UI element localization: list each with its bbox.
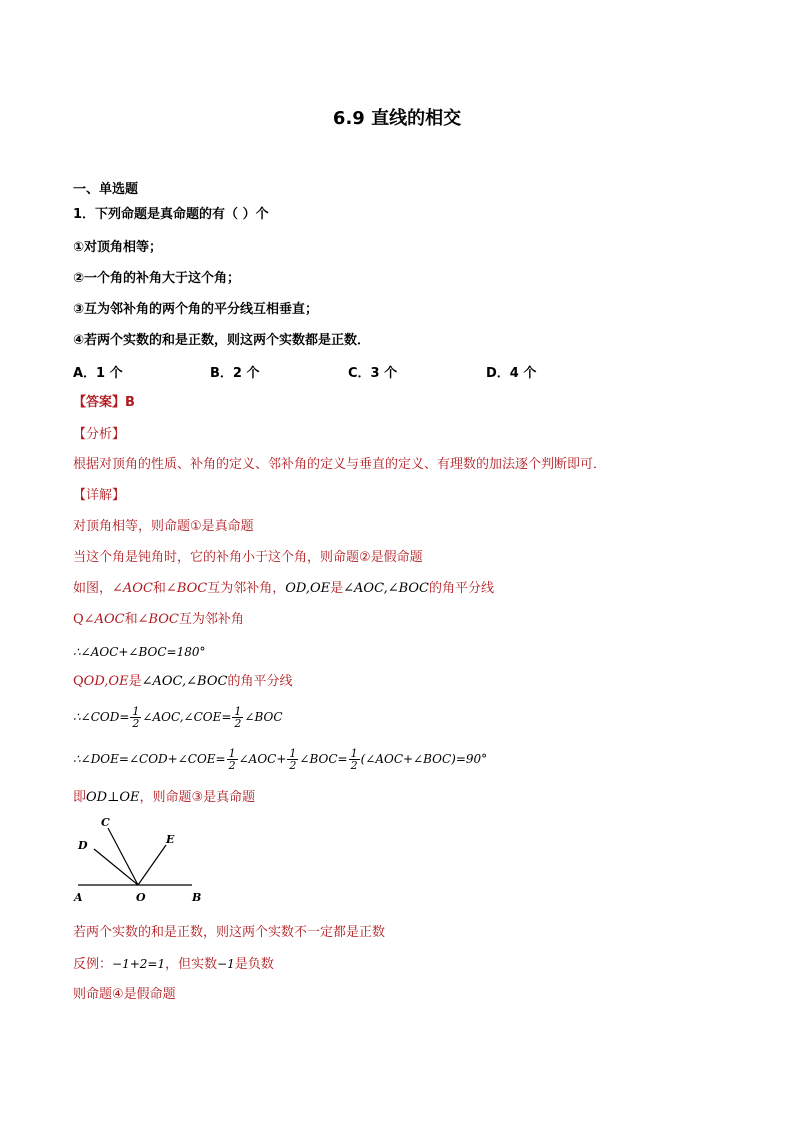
math: OD⊥OE — [86, 790, 140, 805]
math: ∠BOC= — [299, 752, 348, 766]
label-o: O — [136, 891, 146, 904]
text: 互为邻补角， — [207, 581, 286, 596]
denominator: 2 — [132, 717, 140, 730]
text: Q — [73, 674, 84, 689]
text: 是负数 — [234, 957, 274, 972]
text: ，但实数 — [165, 957, 218, 972]
statement-3: ③互为邻补角的两个角的平分线互相垂直； — [73, 302, 319, 317]
answer-label: 【答案】 — [73, 395, 126, 410]
math: ∠BOC — [137, 612, 179, 627]
detail-label: 【详解】 — [73, 488, 126, 503]
math: ∴∠COD= — [73, 710, 130, 724]
text: 是 — [128, 674, 142, 689]
math: ∠AOC — [83, 612, 125, 627]
numerator: 1 — [289, 747, 297, 760]
denominator: 2 — [289, 759, 297, 772]
text: 的角平分线 — [429, 581, 495, 596]
statement-1: ①对顶角相等； — [73, 240, 163, 255]
statement-2: ②一个角的补角大于这个角； — [73, 271, 241, 286]
detail-line-3 — [73, 580, 494, 598]
option-b: B．2 个 — [210, 366, 260, 381]
numerator: 1 — [234, 705, 242, 718]
answer-line — [73, 394, 135, 412]
label-e: E — [166, 833, 175, 846]
math: ∠BOC — [244, 710, 283, 724]
ray-oc — [108, 828, 138, 885]
text: 和 — [124, 612, 138, 627]
math: OD,OE — [285, 581, 331, 596]
text: 反例： — [73, 957, 113, 972]
math: ∠BOC — [165, 581, 208, 596]
math: ∠AOC,∠BOC — [141, 674, 228, 689]
label-d: D — [78, 839, 88, 852]
fraction — [130, 706, 141, 729]
detail-line-4 — [73, 611, 244, 629]
detail-line-5: ∴∠AOC+∠BOC=180° — [73, 645, 206, 659]
text: Q — [73, 612, 84, 627]
math: −1+2=1 — [112, 957, 166, 971]
option-a: A．1 个 — [73, 366, 123, 381]
text: 如图， — [73, 581, 113, 596]
option-c: C．3 个 — [348, 366, 398, 381]
text: 互为邻补角 — [178, 612, 244, 627]
ray-od — [94, 849, 138, 885]
math: (∠AOC+∠BOC)=90° — [360, 752, 488, 766]
detail-line-10: 若两个实数的和是正数，则这两个实数不一定都是正数 — [73, 925, 386, 940]
label-b: B — [192, 891, 202, 904]
fraction — [349, 748, 360, 771]
question-stem: 1．下列命题是真命题的有（ ）个 — [73, 207, 269, 222]
label-a: A — [74, 891, 83, 904]
math: −1 — [217, 957, 235, 971]
denominator: 2 — [350, 759, 358, 772]
math: ∠AOC+ — [238, 752, 287, 766]
detail-line-8 — [73, 746, 487, 772]
math: ∠AOC,∠COE= — [142, 710, 232, 724]
option-d: D．4 个 — [486, 366, 537, 381]
text: 是 — [330, 581, 344, 596]
denominator: 2 — [234, 717, 242, 730]
detail-line-6 — [73, 673, 292, 691]
text: 即 — [73, 790, 87, 805]
page-title: 6.9 直线的相交 — [332, 108, 462, 129]
label-c: C — [101, 816, 110, 829]
fraction — [227, 748, 238, 771]
detail-line-2: 当这个角是钝角时，它的补角小于这个角，则命题②是假命题 — [73, 550, 423, 565]
detail-line-1: 对顶角相等，则命题①是真命题 — [73, 519, 254, 534]
answer-value: B — [125, 395, 135, 410]
ray-oe — [138, 845, 166, 885]
detail-line-7 — [73, 704, 283, 730]
analysis-text: 根据对顶角的性质、补角的定义、邻补角的定义与垂直的定义、有理数的加法逐个判断即可． — [73, 457, 607, 472]
text: ，则命题③是真命题 — [139, 790, 256, 805]
statement-4: ④若两个实数的和是正数，则这两个实数都是正数． — [73, 333, 371, 348]
math: ∠AOC — [112, 581, 153, 596]
numerator: 1 — [350, 747, 358, 760]
detail-line-9 — [73, 789, 255, 807]
section-heading: 一、单选题 — [73, 182, 139, 197]
math: OD,OE — [83, 674, 129, 689]
angle-figure — [70, 812, 210, 908]
math: ∠AOC,∠BOC — [343, 581, 430, 596]
math: ∴∠DOE=∠COD+∠COE= — [73, 752, 226, 766]
denominator: 2 — [228, 759, 236, 772]
numerator: 1 — [132, 705, 140, 718]
analysis-label: 【分析】 — [73, 427, 126, 442]
fraction — [232, 706, 243, 729]
detail-line-11 — [73, 955, 274, 974]
detail-line-12: 则命题④是假命题 — [73, 987, 176, 1002]
text: 和 — [152, 581, 166, 596]
text: 的角平分线 — [227, 674, 293, 689]
numerator: 1 — [228, 747, 236, 760]
fraction — [287, 748, 298, 771]
